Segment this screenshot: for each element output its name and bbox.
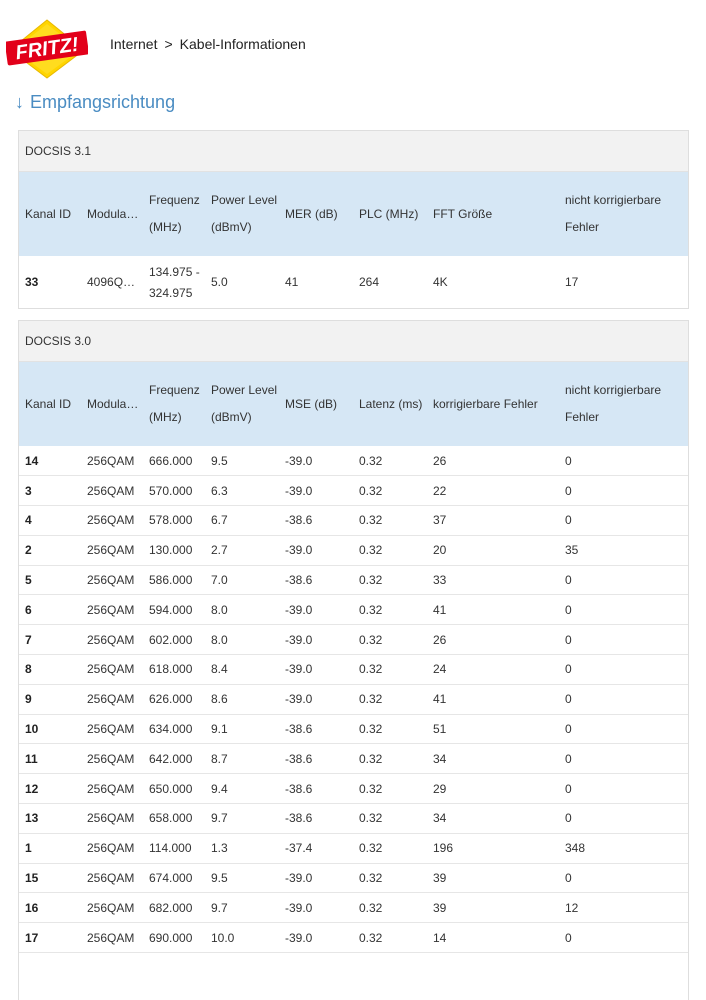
cell-frequenz: 690.000 <box>143 923 205 953</box>
docsis30-header-row <box>19 362 688 446</box>
cell-power: 9.7 <box>205 893 279 923</box>
cell-nicht-korrigierbare: 12 <box>559 893 688 923</box>
cell-nicht-korrigierbare: 0 <box>559 476 688 506</box>
docsis30-panel <box>18 320 689 1000</box>
docsis31-table <box>19 172 688 309</box>
breadcrumb <box>110 36 306 52</box>
cell-mse: -39.0 <box>279 625 353 655</box>
cell-modulation: 256QAM <box>81 595 143 625</box>
cell-korrigierbare: 20 <box>427 535 559 565</box>
cell-korrigierbare: 39 <box>427 893 559 923</box>
cell-frequenz: 682.000 <box>143 893 205 923</box>
cell-korrigierbare: 41 <box>427 684 559 714</box>
cell-mse: -39.0 <box>279 893 353 923</box>
cell-latenz: 0.32 <box>353 923 427 953</box>
cell-mse: -39.0 <box>279 684 353 714</box>
cell-kanal-id: 3 <box>19 476 81 506</box>
cell-fft: 4K <box>433 275 448 289</box>
cell-mse: -38.6 <box>279 804 353 834</box>
cell-nicht-korrigierbare: 0 <box>559 774 688 804</box>
cell-mer: 41 <box>285 275 299 289</box>
table-row <box>19 535 688 565</box>
cell-nicht-korrigierbare: 0 <box>559 565 688 595</box>
cell-frequenz: 594.000 <box>143 595 205 625</box>
table-row <box>19 714 688 744</box>
cell-power: 9.1 <box>205 714 279 744</box>
cell-power: 7.0 <box>205 565 279 595</box>
cell-nicht-korrigierbare: 35 <box>559 535 688 565</box>
header-fft[interactable]: FFT Größe <box>433 206 493 221</box>
cell-nicht-korrigierbare: 0 <box>559 446 688 476</box>
cell-nicht-korrigierbare: 0 <box>559 804 688 834</box>
cell-mse: -38.6 <box>279 714 353 744</box>
cell-frequenz: 602.000 <box>143 625 205 655</box>
cell-latenz: 0.32 <box>353 863 427 893</box>
cell-mse: -39.0 <box>279 863 353 893</box>
cell-power: 8.4 <box>205 655 279 685</box>
table-row <box>19 684 688 714</box>
docsis30-table <box>19 362 688 953</box>
cell-latenz: 0.32 <box>353 535 427 565</box>
cell-kanal-id: 16 <box>19 893 81 923</box>
cell-kanal-id: 13 <box>19 804 81 834</box>
cell-modulation: 256QAM <box>81 684 143 714</box>
cell-frequenz: 658.000 <box>143 804 205 834</box>
cell-latenz: 0.32 <box>353 565 427 595</box>
section-title-label: Empfangsrichtung <box>30 92 176 112</box>
cell-power: 8.7 <box>205 744 279 774</box>
section-title[interactable] <box>15 92 175 113</box>
cell-korrigierbare: 196 <box>427 833 559 863</box>
cell-modulation: 256QAM <box>81 893 143 923</box>
cell-frequenz: 674.000 <box>143 863 205 893</box>
cell-kanal-id: 4 <box>19 506 81 536</box>
cell-latenz: 0.32 <box>353 625 427 655</box>
cell-latenz: 0.32 <box>353 744 427 774</box>
header-kanal-id[interactable]: Kanal ID <box>25 396 72 411</box>
cell-power: 10.0 <box>205 923 279 953</box>
header-frequenz[interactable]: Frequenz (MHz) <box>149 193 200 234</box>
cell-modulation: 256QAM <box>81 774 143 804</box>
table-row <box>19 476 688 506</box>
cell-power: 9.7 <box>205 804 279 834</box>
cell-korrigierbare: 34 <box>427 744 559 774</box>
cell-kanal-id: 17 <box>19 923 81 953</box>
breadcrumb-current: Kabel-Informationen <box>179 36 306 52</box>
table-row <box>19 774 688 804</box>
cell-latenz: 0.32 <box>353 833 427 863</box>
table-row <box>19 506 688 536</box>
fritz-logo <box>6 18 88 80</box>
cell-frequenz: 666.000 <box>143 446 205 476</box>
cell-mse: -39.0 <box>279 446 353 476</box>
cell-frequenz: 570.000 <box>143 476 205 506</box>
cell-power: 9.4 <box>205 774 279 804</box>
header-mer[interactable]: MER (dB) <box>285 206 338 221</box>
cell-latenz: 0.32 <box>353 446 427 476</box>
cell-mse: -38.6 <box>279 774 353 804</box>
cell-nicht-korrigierbare: 17 <box>565 275 579 289</box>
header-mse[interactable]: MSE (dB) <box>285 396 338 411</box>
cell-frequenz: 130.000 <box>143 535 205 565</box>
cell-power: 8.0 <box>205 595 279 625</box>
cell-korrigierbare: 14 <box>427 923 559 953</box>
cell-nicht-korrigierbare: 0 <box>559 923 688 953</box>
cell-mse: -38.6 <box>279 565 353 595</box>
cell-kanal-id: 6 <box>19 595 81 625</box>
cell-korrigierbare: 37 <box>427 506 559 536</box>
arrow-down-icon: ↓ <box>15 92 24 112</box>
table-row <box>19 446 688 476</box>
header-power-level[interactable]: Power Level (dBmV) <box>211 193 278 234</box>
cell-mse: -39.0 <box>279 655 353 685</box>
cell-modulation: 4096Q… <box>87 275 136 289</box>
cell-power: 2.7 <box>205 535 279 565</box>
cell-plc: 264 <box>359 275 380 289</box>
cell-power: 1.3 <box>205 833 279 863</box>
cell-nicht-korrigierbare: 0 <box>559 744 688 774</box>
cell-kanal-id: 5 <box>19 565 81 595</box>
table-row <box>19 595 688 625</box>
cell-mse: -39.0 <box>279 923 353 953</box>
cell-nicht-korrigierbare: 0 <box>559 684 688 714</box>
cell-korrigierbare: 34 <box>427 804 559 834</box>
cell-power: 5.0 <box>211 275 228 289</box>
docsis31-panel <box>18 130 689 309</box>
cell-frequenz: 578.000 <box>143 506 205 536</box>
table-row <box>19 625 688 655</box>
cell-power: 8.0 <box>205 625 279 655</box>
cell-modulation: 256QAM <box>81 714 143 744</box>
table-row <box>19 923 688 953</box>
header-nicht-korrigierbare[interactable]: nicht korrigierbare Fehler <box>565 383 662 424</box>
cell-modulation: 256QAM <box>81 565 143 595</box>
cell-korrigierbare: 24 <box>427 655 559 685</box>
cell-latenz: 0.32 <box>353 506 427 536</box>
header-latenz[interactable]: Latenz (ms) <box>359 396 423 411</box>
cell-latenz: 0.32 <box>353 774 427 804</box>
cell-korrigierbare: 33 <box>427 565 559 595</box>
cell-latenz: 0.32 <box>353 655 427 685</box>
cell-kanal-id: 10 <box>19 714 81 744</box>
cell-nicht-korrigierbare: 0 <box>559 625 688 655</box>
header-power-level[interactable]: Power Level (dBmV) <box>211 383 278 424</box>
cell-modulation: 256QAM <box>81 535 143 565</box>
cell-modulation: 256QAM <box>81 744 143 774</box>
cell-frequenz: 618.000 <box>143 655 205 685</box>
cell-modulation: 256QAM <box>81 655 143 685</box>
cell-power: 9.5 <box>205 446 279 476</box>
cell-nicht-korrigierbare: 0 <box>559 714 688 744</box>
cell-modulation: 256QAM <box>81 804 143 834</box>
cell-korrigierbare: 51 <box>427 714 559 744</box>
cell-mse: -38.6 <box>279 744 353 774</box>
cell-korrigierbare: 22 <box>427 476 559 506</box>
cell-kanal-id: 7 <box>19 625 81 655</box>
table-row <box>19 804 688 834</box>
cell-modulation: 256QAM <box>81 446 143 476</box>
cell-frequenz: 642.000 <box>143 744 205 774</box>
cell-latenz: 0.32 <box>353 714 427 744</box>
header-kanal-id[interactable]: Kanal ID <box>25 206 72 221</box>
cell-latenz: 0.32 <box>353 595 427 625</box>
table-row <box>19 893 688 923</box>
cell-kanal-id: 9 <box>19 684 81 714</box>
cell-korrigierbare: 26 <box>427 625 559 655</box>
cell-mse: -39.0 <box>279 535 353 565</box>
cell-power: 9.5 <box>205 863 279 893</box>
cell-nicht-korrigierbare: 348 <box>559 833 688 863</box>
docsis31-title: DOCSIS 3.1 <box>19 131 688 172</box>
cell-latenz: 0.32 <box>353 684 427 714</box>
cell-nicht-korrigierbare: 0 <box>559 506 688 536</box>
cell-power: 6.7 <box>205 506 279 536</box>
cell-frequenz: 626.000 <box>143 684 205 714</box>
header-korrigierbare[interactable]: korrigierbare Fehler <box>433 396 538 411</box>
breadcrumb-root[interactable]: Internet <box>110 36 158 52</box>
header-modulation[interactable]: Modula… <box>87 396 139 411</box>
cell-modulation: 256QAM <box>81 476 143 506</box>
header-frequenz[interactable]: Frequenz (MHz) <box>149 383 200 424</box>
cell-modulation: 256QAM <box>81 863 143 893</box>
cell-nicht-korrigierbare: 0 <box>559 655 688 685</box>
cell-latenz: 0.32 <box>353 476 427 506</box>
header-plc[interactable]: PLC (MHz) <box>359 206 419 221</box>
docsis30-body <box>19 446 688 953</box>
table-row <box>19 565 688 595</box>
cell-latenz: 0.32 <box>353 804 427 834</box>
table-row <box>19 744 688 774</box>
cell-kanal-id: 11 <box>19 744 81 774</box>
cell-mse: -39.0 <box>279 595 353 625</box>
cell-korrigierbare: 29 <box>427 774 559 804</box>
header-modulation[interactable]: Modula… <box>87 206 139 221</box>
table-row <box>19 863 688 893</box>
cell-modulation: 256QAM <box>81 923 143 953</box>
cell-nicht-korrigierbare: 0 <box>559 863 688 893</box>
cell-korrigierbare: 39 <box>427 863 559 893</box>
cell-power: 6.3 <box>205 476 279 506</box>
cell-kanal-id: 8 <box>19 655 81 685</box>
cell-mse: -39.0 <box>279 476 353 506</box>
cell-korrigierbare: 26 <box>427 446 559 476</box>
cell-frequenz: 650.000 <box>143 774 205 804</box>
cell-kanal-id: 15 <box>19 863 81 893</box>
cell-frequenz: 114.000 <box>143 833 205 863</box>
cell-modulation: 256QAM <box>81 506 143 536</box>
cell-korrigierbare: 41 <box>427 595 559 625</box>
cell-modulation: 256QAM <box>81 625 143 655</box>
cell-mse: -37.4 <box>279 833 353 863</box>
cell-modulation: 256QAM <box>81 833 143 863</box>
header-nicht-korrigierbare[interactable]: nicht korrigierbare Fehler <box>565 193 662 234</box>
cell-mse: -38.6 <box>279 506 353 536</box>
cell-kanal-id: 2 <box>19 535 81 565</box>
cell-frequenz: 634.000 <box>143 714 205 744</box>
cell-frequenz: 134.975 - 324.975 <box>149 264 200 300</box>
cell-kanal-id: 12 <box>19 774 81 804</box>
table-row <box>19 833 688 863</box>
cell-latenz: 0.32 <box>353 893 427 923</box>
breadcrumb-separator: > <box>164 36 173 52</box>
table-row <box>19 655 688 685</box>
cell-kanal-id: 14 <box>19 446 81 476</box>
logo-text: FRITZ! <box>14 33 80 65</box>
cell-nicht-korrigierbare: 0 <box>559 595 688 625</box>
docsis31-header-row <box>19 172 688 256</box>
docsis30-title: DOCSIS 3.0 <box>19 321 688 362</box>
cell-kanal-id: 33 <box>25 275 39 289</box>
cell-power: 8.6 <box>205 684 279 714</box>
cell-kanal-id: 1 <box>19 833 81 863</box>
table-row <box>19 256 688 309</box>
cell-frequenz: 586.000 <box>143 565 205 595</box>
